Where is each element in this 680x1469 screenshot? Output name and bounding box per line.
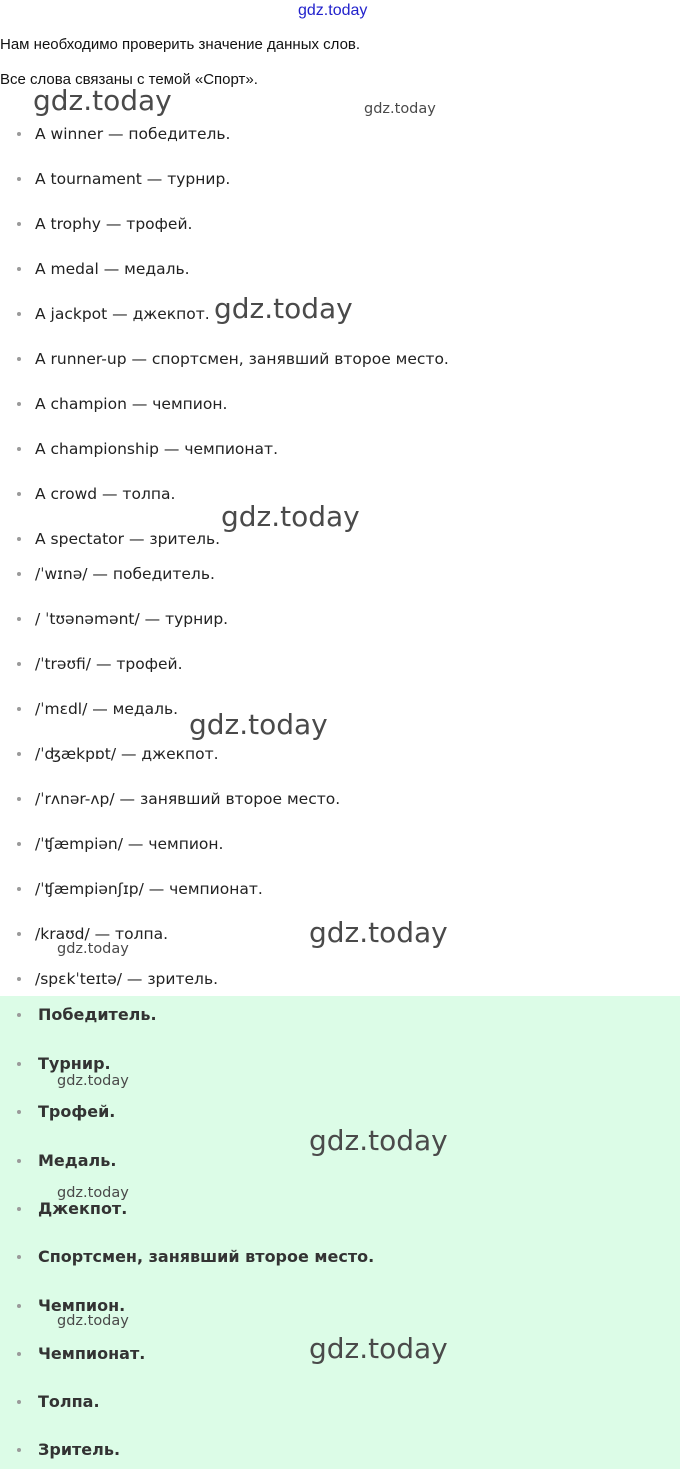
list-item (0, 653, 600, 675)
list-item (0, 833, 600, 855)
watermark: gdz.today (214, 292, 353, 325)
bullet-icon (17, 537, 21, 541)
bullet-icon (17, 887, 21, 891)
list-item (0, 348, 600, 370)
bullet-icon (17, 977, 21, 981)
item-text: Джекпот. (38, 1199, 128, 1218)
list-item (0, 1295, 600, 1317)
item-text: /ˈʧæmpiən/ — чемпион. (35, 835, 224, 853)
watermark: gdz.today (309, 1124, 448, 1157)
list-item (0, 1198, 600, 1220)
bullet-icon (17, 707, 21, 711)
list-item (0, 563, 600, 585)
bullet-icon (17, 932, 21, 936)
bullet-icon (17, 267, 21, 271)
list-item (0, 608, 600, 630)
bullet-icon (17, 1207, 21, 1211)
item-text: /spɛkˈteɪtə/ — зритель. (35, 970, 219, 988)
item-text: /kraʊd/ — толпа. (35, 925, 169, 943)
item-text: A crowd — толпа. (35, 485, 176, 503)
list-item (0, 1439, 600, 1461)
bullet-icon (17, 312, 21, 316)
watermark: gdz.today (57, 1073, 129, 1089)
item-text: Трофей. (38, 1102, 116, 1121)
list-item (0, 438, 600, 460)
list-item (0, 393, 600, 415)
list-item (0, 878, 600, 900)
bullet-icon (17, 1110, 21, 1114)
item-text: Победитель. (38, 1005, 157, 1024)
bullet-icon (17, 797, 21, 801)
item-text: A trophy — трофей. (35, 215, 193, 233)
item-text: /ˈʧæmpiənʃɪp/ — чемпионат. (35, 880, 263, 898)
item-text: A spectator — зритель. (35, 530, 221, 548)
item-text: A runner-up — спортсмен, занявший второе место. (35, 350, 449, 368)
bullet-icon (17, 1448, 21, 1452)
item-text: /ˈrʌnər-ʌp/ — занявший второе место. (35, 790, 341, 808)
bullet-icon (17, 132, 21, 136)
list-item (0, 698, 600, 720)
list-item (0, 1101, 600, 1123)
bullet-icon (17, 572, 21, 576)
bullet-icon (17, 1013, 21, 1017)
intro-line-1: Нам необходимо проверить значение данных слов. (0, 36, 361, 53)
list-item (0, 1053, 600, 1075)
item-text: Чемпион. (38, 1296, 126, 1315)
list-item (0, 1391, 600, 1413)
item-text: A medal — медаль. (35, 260, 190, 278)
list-item (0, 1343, 600, 1365)
bullet-icon (17, 1352, 21, 1356)
list-item (0, 528, 600, 550)
bullet-icon (17, 357, 21, 361)
list-item (0, 923, 600, 945)
watermark: gdz.today (33, 84, 172, 117)
list-item (0, 483, 600, 505)
item-text: A championship — чемпионат. (35, 440, 278, 458)
list-item (0, 743, 600, 765)
list-item (0, 123, 600, 145)
bullet-icon (17, 1400, 21, 1404)
bullet-icon (17, 492, 21, 496)
list-item (0, 788, 600, 810)
list-item (0, 303, 600, 325)
bullet-icon (17, 177, 21, 181)
list-item (0, 213, 600, 235)
item-text: Медаль. (38, 1151, 117, 1170)
site-link[interactable]: gdz.today (298, 2, 368, 19)
item-text: A winner — победитель. (35, 125, 231, 143)
watermark: gdz.today (309, 916, 448, 949)
watermark: gdz.today (364, 101, 436, 117)
item-text: /ˈʤækpɒt/ — джекпот. (35, 745, 219, 763)
item-text: Турнир. (38, 1054, 111, 1073)
item-text: Толпа. (38, 1392, 100, 1411)
bullet-icon (17, 617, 21, 621)
list-item (0, 968, 600, 990)
item-text: Чемпионат. (38, 1344, 146, 1363)
item-text: Спортсмен, занявший второе место. (38, 1247, 375, 1266)
bullet-icon (17, 1159, 21, 1163)
item-text: / ˈtʊənəmənt/ — турнир. (35, 610, 229, 628)
bullet-icon (17, 222, 21, 226)
watermark: gdz.today (57, 941, 129, 957)
bullet-icon (17, 842, 21, 846)
item-text: Зритель. (38, 1440, 121, 1459)
intro-line-2: Все слова связаны с темой «Спорт». (0, 71, 258, 88)
bullet-icon (17, 752, 21, 756)
watermark: gdz.today (57, 1185, 129, 1201)
bullet-icon (17, 1062, 21, 1066)
watermark: gdz.today (309, 1332, 448, 1365)
bullet-icon (17, 1255, 21, 1259)
item-text: /ˈmɛdl/ — медаль. (35, 700, 179, 718)
list-item (0, 1004, 600, 1026)
item-text: A tournament — турнир. (35, 170, 231, 188)
item-text: A champion — чемпион. (35, 395, 228, 413)
watermark: gdz.today (57, 1313, 129, 1329)
bullet-icon (17, 662, 21, 666)
bullet-icon (17, 447, 21, 451)
watermark: gdz.today (189, 708, 328, 741)
watermark: gdz.today (221, 500, 360, 533)
item-text: /ˈtrəʊfi/ — трофей. (35, 655, 183, 673)
list-item (0, 168, 600, 190)
list-item (0, 1150, 600, 1172)
list-item (0, 258, 600, 280)
item-text: A jackpot — джекпот. (35, 305, 210, 323)
bullet-icon (17, 402, 21, 406)
list-item (0, 1246, 600, 1268)
bullet-icon (17, 1304, 21, 1308)
item-text: /ˈwɪnə/ — победитель. (35, 565, 215, 583)
